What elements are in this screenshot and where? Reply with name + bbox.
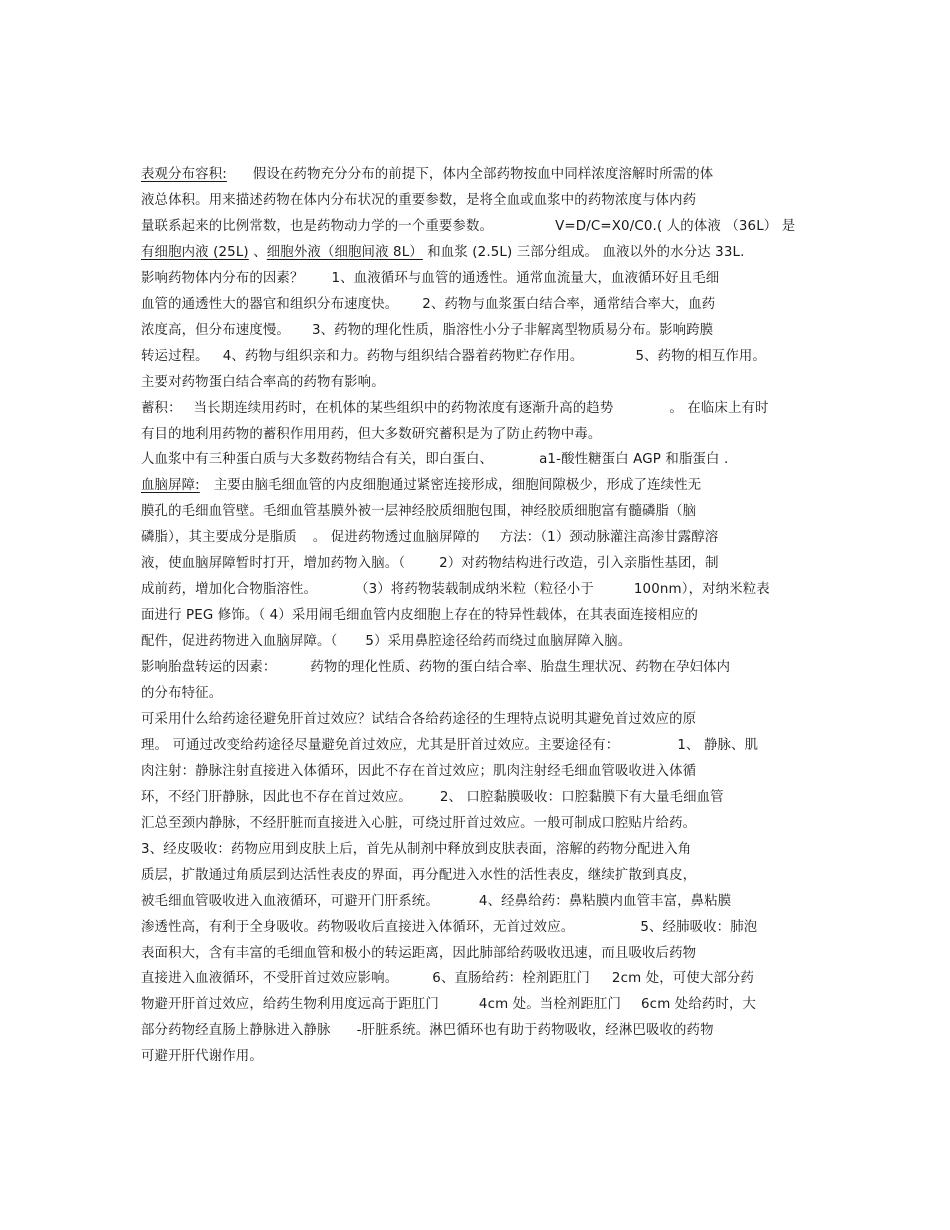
text-run: a1-酸性糖蛋白 AGP 和脂蛋白 .	[539, 452, 729, 468]
text-run: 面进行 PEG 修饰。（ 4）采用闹毛细血管内皮细胞上存在的特异性载体，在其表面连接相应的	[141, 608, 699, 624]
text-run: 的分布特征。	[141, 686, 223, 701]
text-line	[141, 711, 831, 729]
text-run: 被毛细血管吸收进入血液循环，可避开门肝系统。	[141, 893, 439, 909]
text-line	[141, 945, 831, 963]
text-run: 血管的通透性大的器官和组织分布速度快。	[141, 296, 399, 312]
text-line	[141, 841, 831, 859]
text-run: 5、药物的相互作用。	[635, 348, 766, 364]
text-run: 物避开肝首过效应，给药生物利用度远高于距肛门	[141, 997, 439, 1013]
text-run: 质层，扩散通过角质层到达活性表皮的界面，再分配进入水性的活性表皮，继续扩散到真皮，	[141, 867, 697, 883]
text-line	[141, 789, 831, 807]
text-run: 和血浆 (2.5L) 三部分组成。 血液以外的水分达 33L.	[422, 244, 745, 260]
text-line	[141, 996, 831, 1014]
text-run: 理。 可通过改变给药途径尽量避免首过效应，尤其是肝首过效应。主要途径有：	[141, 737, 620, 753]
text-run: 。 在临床上有时	[669, 400, 769, 416]
text-run: 药物的理化性质、药物的蛋白结合率、胎盘生理状况、药物在孕妇体内	[310, 660, 731, 676]
text-line	[141, 296, 831, 314]
text-run: 6、直肠给药：栓剂距肛门	[432, 971, 590, 987]
text-line	[141, 322, 831, 340]
text-run: 直接进入血液循环，不受肝首过效应影响。	[141, 971, 399, 987]
text-run: （3）将药物装载制成纳米粒（粒径小于	[355, 582, 594, 598]
text-run: 5）采用鼻腔途径给药而绕过血脑屏障入脑。	[365, 634, 632, 650]
text-run: 肉注射：静脉注射直接进入体循环，因此不存在首过效应；肌肉注射经毛细血管吸收进入体循	[141, 763, 697, 779]
text-run: 方法：（1）颈动脉灌注高渗甘露醇溶	[499, 530, 719, 546]
text-line	[141, 555, 831, 573]
text-run: 3、药物的理化性质，脂溶性小分子非解离型物质易分布。影响跨膜	[311, 322, 714, 338]
text-run: 液，使血脑屏障暂时打开，增加药物入脑。（	[141, 556, 406, 572]
text-run: -肝脏系统。淋巴循环也有助于药物吸收，经淋巴吸收的药物	[356, 1023, 714, 1039]
text-run: 液总体积。用来描述药物在体内分布状况的重要参数，是将全血或血浆中的药物浓度与体内药	[141, 192, 697, 208]
text-run: 2cm 处，可使大部分药	[611, 971, 755, 987]
text-run: 1、 静脉、肌	[677, 737, 759, 753]
text-run: 表面积大，含有丰富的毛细血管和极小的转运距离，因此肺部给药吸收迅速，而且吸收后药物	[141, 945, 697, 961]
text-run: 磷脂），其主要成分是脂质	[141, 530, 297, 546]
text-run: 4cm 处。当栓剂距肛门	[478, 997, 622, 1013]
text-run: 6cm 处给药时，大	[641, 997, 757, 1013]
text-run: 2）对药物结构进行改造，引入亲脂性基团，制	[439, 556, 719, 572]
text-line	[141, 503, 831, 521]
text-line	[141, 218, 831, 236]
text-run: 3、经皮吸收：药物应用到皮肤上后，首先从制剂中释放到皮肤表面，溶解的药物分配进入角	[141, 841, 692, 857]
text-run: 成前药，增加化合物脂溶性。	[141, 582, 318, 598]
text-line	[141, 815, 831, 833]
text-line	[141, 970, 831, 988]
text-run: 假设在药物充分分布的前提下，体内全部药物按血中同样浓度溶解时所需的体	[252, 167, 714, 182]
text-run: 2、药物与血浆蛋白结合率，通常结合率大，血药	[422, 296, 716, 312]
text-line	[141, 607, 831, 625]
text-run: 渗透性高，有利于全身吸收。药物吸收后直接进入体循环，无首过效应。	[141, 919, 575, 935]
text-run: 当长期连续用药时，在机体的某些组织中的药物浓度有逐渐升高的趋势	[193, 400, 614, 416]
text-run: 主要对药物蛋白结合率高的药物有影响。	[141, 374, 385, 390]
text-line	[141, 1048, 831, 1066]
text-line	[141, 374, 831, 392]
text-run: 人血浆中有三种蛋白质与大多数药物结合有关，即白蛋白、	[141, 452, 494, 468]
text-line	[141, 633, 831, 651]
text-run: 1、血液循环与血管的通透性。通常血流量大，血液循环好且毛细	[331, 270, 720, 286]
text-run: 配件，促进药物进入血脑屏障。（	[141, 634, 338, 650]
text-run: V=D/C=X0/C0.( 人的体液 （36L） 是	[555, 218, 796, 234]
text-run: 影响胎盘转运的因素：	[141, 660, 277, 676]
text-line	[141, 270, 831, 288]
text-run: 4、药物与组织亲和力。药物与组织结合器着药物贮存作用。	[222, 348, 584, 364]
text-run: 有目的地利用药物的蓄积作用用药，但大多数研究蓄积是为了防止药物中毒。	[141, 426, 602, 442]
text-line	[141, 348, 831, 366]
text-run: 4、经鼻给药：鼻粘膜内血管丰富，鼻粘膜	[478, 893, 732, 909]
text-line	[141, 529, 831, 547]
text-run: 影响药物体内分布的因素？	[141, 270, 304, 286]
text-run: 可采用什么给药途径避免肝首过效应？试结合各给药途径的生理特点说明其避免首过效应的原	[141, 711, 697, 727]
text-line	[141, 893, 831, 911]
text-run: 。 促进药物透过血脑屏障的	[312, 530, 480, 546]
text-line	[141, 581, 831, 599]
text-line	[141, 919, 831, 937]
text-run: 主要由脑毛细血管的内皮细胞通过紧密连接形成，细胞间隙极少，形成了连续性无	[213, 478, 702, 494]
text-run: 100nm），对纳米粒表	[633, 582, 770, 598]
term-underlined: 表观分布容积:	[141, 167, 227, 182]
text-run: 量联系起来的比例常数，也是药物动力学的一个重要参数。	[141, 218, 494, 234]
text-run: 汇总至颈内静脉，不经肝脏而直接进入心脏，可绕过肝首过效应。一般可制成口腔贴片给药。	[141, 815, 697, 831]
text-line	[141, 737, 831, 755]
text-line	[141, 763, 831, 781]
text-line	[141, 685, 831, 703]
text-run: 膜孔的毛细血管壁。毛细血管基膜外被一层神经胶质细胞包围，神经胶质细胞富有髓磷脂（脑	[141, 504, 697, 520]
text-run: 部分药物经直肠上静脉进入静脉	[141, 1023, 331, 1039]
text-line	[141, 166, 831, 184]
text-line	[141, 244, 831, 262]
text-line	[141, 659, 831, 677]
text-line	[141, 400, 831, 418]
term-underlined: 血脑屏障:	[141, 478, 200, 494]
text-run: 、	[248, 244, 267, 260]
text-run: 蓄积：	[141, 400, 182, 416]
text-run: 环，不经门肝静脉，因此也不存在首过效应。	[141, 789, 412, 805]
text-line	[141, 1022, 831, 1040]
text-line	[141, 426, 831, 444]
text-line	[141, 451, 831, 469]
term-underlined: 有细胞内液 (25L)	[141, 244, 249, 260]
term-underlined: 细胞外液（细胞间液 8L）	[266, 244, 423, 260]
text-run: 转运过程。	[141, 348, 209, 364]
text-line	[141, 477, 831, 495]
text-run: 5、经肺吸收：肺泡	[640, 919, 758, 935]
text-run: 浓度高，但分布速度慢。	[141, 322, 290, 338]
text-run: 2、 口腔黏膜吸收：口腔黏膜下有大量毛细血管	[439, 789, 724, 805]
text-line	[141, 192, 831, 210]
text-run: 可避开肝代谢作用。	[141, 1049, 263, 1065]
text-line	[141, 867, 831, 885]
